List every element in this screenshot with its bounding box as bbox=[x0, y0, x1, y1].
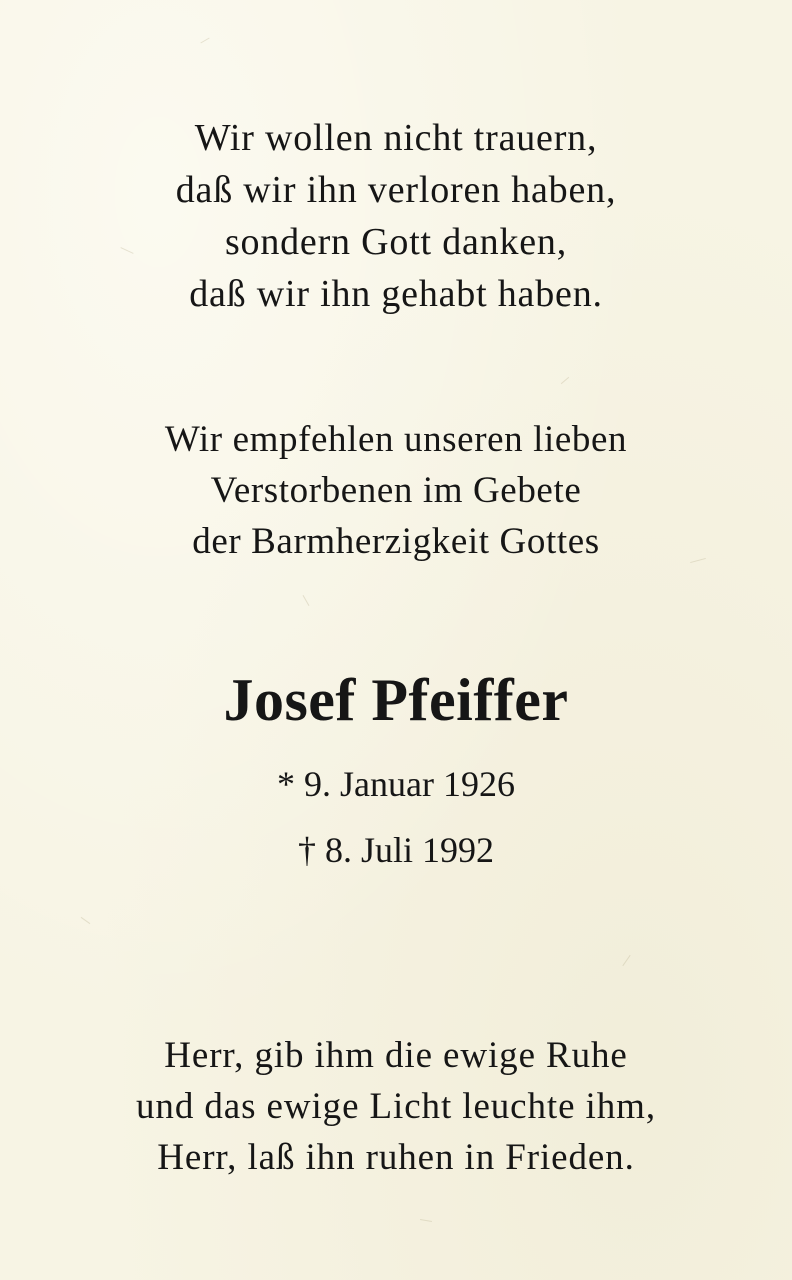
commendation-line: der Barmherzigkeit Gottes bbox=[192, 521, 600, 562]
deceased-name: Josef Pfeiffer bbox=[223, 667, 569, 733]
paper-fiber bbox=[622, 955, 630, 966]
verse-line: Wir wollen nicht trauern, bbox=[194, 117, 598, 159]
birth-date: * 9. Januar 1926 bbox=[277, 764, 515, 804]
paper-fiber bbox=[200, 38, 209, 44]
paper-fiber bbox=[81, 917, 91, 924]
commendation-line: Verstorbenen im Gebete bbox=[210, 470, 582, 511]
death-date: † 8. Juli 1992 bbox=[297, 830, 494, 870]
verse-line: daß wir ihn verloren haben, bbox=[175, 169, 617, 211]
prayer-line: und das ewige Licht leuchte ihm, bbox=[136, 1086, 656, 1127]
verse-line: sondern Gott danken, bbox=[224, 221, 568, 263]
commendation-line: Wir empfehlen unseren lieben bbox=[164, 419, 628, 460]
closing-prayer bbox=[0, 1030, 792, 1183]
prayer-line: Herr, gib ihm die ewige Ruhe bbox=[164, 1035, 628, 1076]
paper-fiber bbox=[303, 595, 310, 606]
paper-fiber bbox=[561, 377, 569, 384]
verse-line: daß wir ihn gehabt haben. bbox=[189, 273, 603, 315]
commendation-text bbox=[0, 414, 792, 567]
prayer-line: Herr, laß ihn ruhen in Frieden. bbox=[157, 1137, 635, 1178]
opening-verse bbox=[0, 112, 792, 320]
paper-fiber bbox=[420, 1219, 432, 1222]
